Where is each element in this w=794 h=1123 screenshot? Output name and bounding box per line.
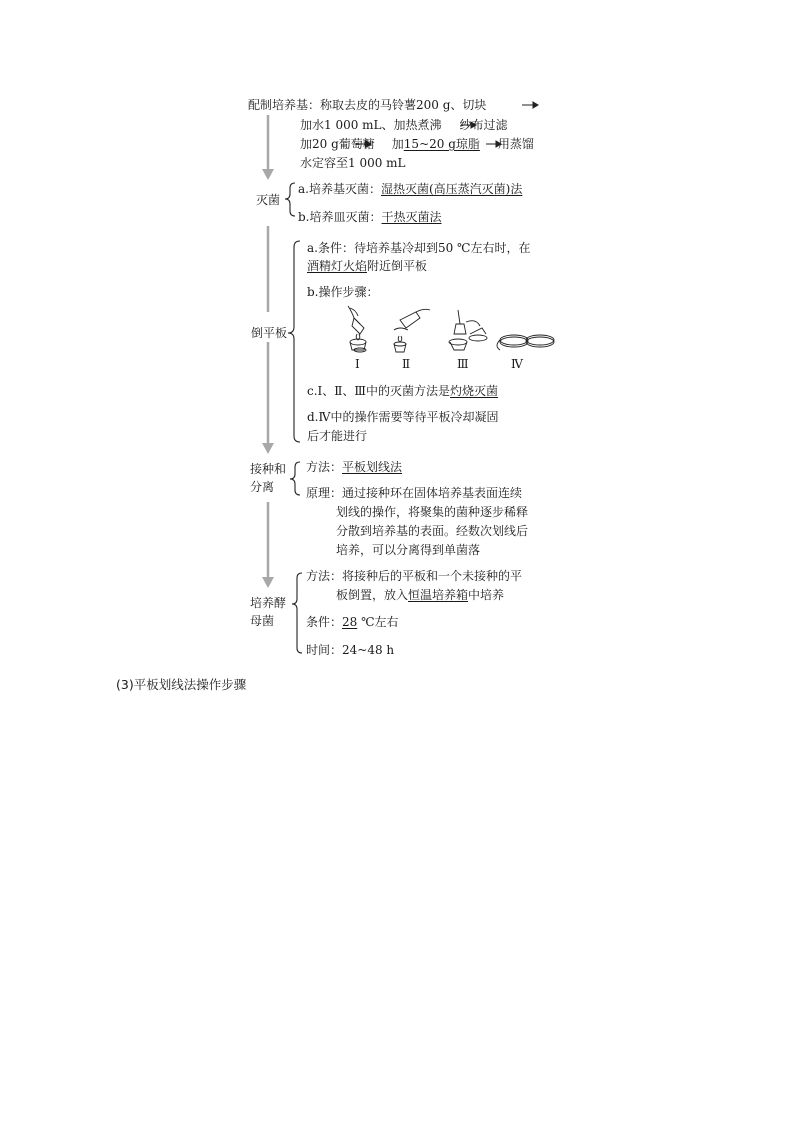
sterilize-label: 灭菌 [256, 193, 281, 207]
culture-condition-answer: 28 [342, 615, 358, 629]
figure-label-4: Ⅳ [511, 357, 523, 371]
pour-label: 倒平板 [251, 326, 288, 340]
culture-condition-prefix: 条件： [306, 615, 343, 629]
prep-line-3-a: 加20 g葡萄糖 [300, 137, 375, 151]
pour-b: b.操作步骤： [307, 285, 379, 299]
inoc-label-2: 分离 [250, 480, 275, 494]
prep-line-2-a: 加水1 000 mL、加热煮沸 [300, 118, 442, 132]
agar-amount: 15~20 g琼脂 [403, 137, 480, 151]
sterilize-b-prefix: b.培养皿灭菌： [298, 210, 382, 224]
inoc-method [306, 460, 402, 474]
pour-a-line-1: a.条件：待培养基冷却到50 ℃左右时，在 [307, 241, 531, 255]
prep-line-3 [300, 137, 534, 151]
culture-method-1: 方法：将接种后的平板和一个未接种的平 [306, 569, 523, 583]
inoc-method-answer: 平板划线法 [342, 460, 403, 474]
sterilize-b-answer: 干热灭菌法 [381, 210, 442, 224]
inoc-label-1: 接种和 [250, 462, 287, 476]
culture-label-1: 培养酵 [250, 596, 287, 610]
inoc-principle-3: 分散到培养基的表面。经数次划线后 [336, 524, 529, 538]
culture-condition-suffix: ℃左右 [357, 615, 399, 629]
sterilize-a [298, 182, 522, 196]
step-3-illustration [449, 310, 487, 350]
pour-d-line-1: d.Ⅳ中的操作需要等待平板冷却凝固 [307, 410, 499, 424]
figure-label-1: Ⅰ [355, 357, 360, 371]
culture-method-2 [336, 588, 504, 602]
sterilize-b [298, 210, 442, 224]
prep-line-3-c: 用蒸馏 [497, 137, 534, 151]
inoc-method-prefix: 方法： [306, 460, 343, 474]
prep-line-3-b: 加 [391, 137, 404, 151]
pour-a-line-2 [307, 259, 427, 273]
pour-a-line-2-rest: 附近倒平板 [367, 259, 428, 273]
culture-method-2-a: 板倒置，放入 [336, 588, 409, 602]
step-4-illustration [497, 335, 554, 350]
inoc-principle-1: 原理：通过接种环在固体培养基表面连续 [306, 486, 523, 500]
step-2-illustration [394, 309, 430, 352]
prep-line-4: 水定容至1 000 mL [300, 156, 406, 170]
culture-condition [306, 615, 399, 629]
pour-c-answer: 灼烧灭菌 [450, 384, 499, 398]
culture-method-answer: 恒温培养箱 [408, 588, 469, 602]
step-1-illustration [348, 306, 366, 352]
culture-time: 时间：24~48 h [306, 643, 395, 657]
sterilize-a-answer: 湿热灭菌(高压蒸汽灭菌)法 [380, 182, 523, 196]
pour-step-illustrations [330, 304, 560, 356]
pour-c-prefix: c.Ⅰ、Ⅱ、Ⅲ中的灭菌方法是 [307, 384, 451, 398]
prep-line-2-b: 纱布过滤 [459, 118, 508, 132]
pour-c [307, 384, 498, 398]
section-heading: (3)平板划线法操作步骤 [116, 677, 247, 692]
figure-label-2: Ⅱ [402, 357, 411, 371]
culture-label-2: 母菌 [250, 614, 275, 628]
figure-label-3: Ⅲ [457, 357, 469, 371]
inoc-principle-4: 培养，可以分离得到单菌落 [336, 543, 481, 557]
culture-method-2-b: 中培养 [468, 588, 505, 602]
prep-line-2 [300, 118, 508, 132]
prep-label: 配制培养基： [248, 98, 321, 112]
pour-a-answer: 酒精灯火焰 [307, 259, 368, 273]
sterilize-a-prefix: a.培养基灭菌： [298, 182, 381, 196]
prep-line-1: 称取去皮的马铃薯200 g、切块 [320, 98, 487, 112]
inoc-principle-2: 划线的操作，将聚集的菌种逐步稀释 [336, 505, 529, 519]
pour-d-line-2: 后才能进行 [307, 429, 368, 443]
